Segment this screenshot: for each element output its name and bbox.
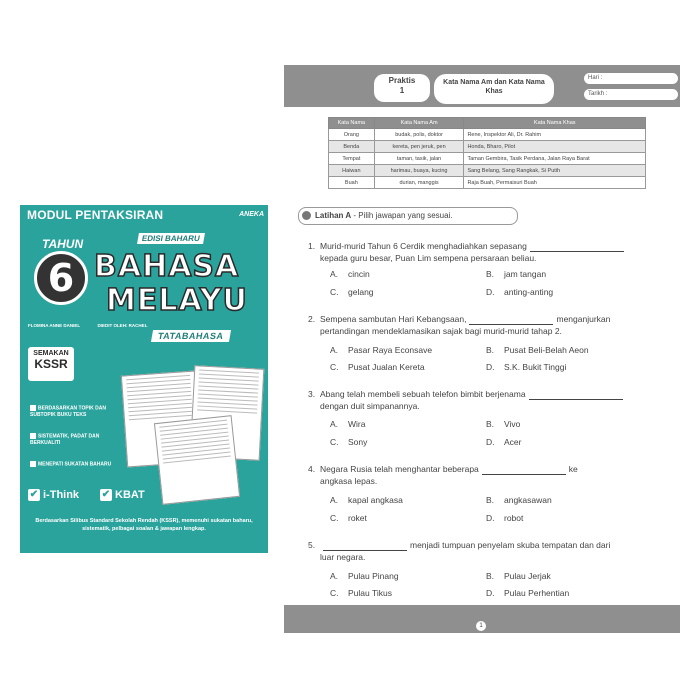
question-4: 4. Negara Rusia telah menghantar beberapa ke angkasa lepas. — [308, 464, 578, 486]
semakan-label: SEMAKAN — [33, 350, 69, 357]
option[interactable]: D. robot — [486, 513, 524, 523]
worksheet-page — [284, 65, 680, 633]
option[interactable]: A. Pulau Pinang — [330, 571, 399, 581]
option[interactable]: B. Pulau Jerjak — [486, 571, 551, 581]
editor-name: DIEDIT OLEH: RACHEL — [97, 323, 148, 328]
option[interactable]: A. Pasar Raya Econsave — [330, 345, 433, 355]
option[interactable]: B. jam tangan — [486, 269, 547, 279]
answer-blank — [530, 243, 624, 252]
option[interactable]: C. Pusat Jualan Kereta — [330, 362, 425, 372]
bullet-icon — [30, 405, 36, 411]
hari-field: Hari : — [584, 73, 678, 84]
option[interactable]: C. roket — [330, 513, 367, 523]
question-5: 5. menjadi tumpuan penyelam skuba tempatan dan dari luar negara. — [308, 540, 611, 562]
publisher-logo: ANEKA — [239, 211, 264, 218]
answer-blank — [323, 542, 407, 551]
check-icon: ✔ — [29, 489, 39, 501]
check-icon: ✔ — [101, 489, 111, 501]
bullet-icon — [30, 433, 36, 439]
question-1: 1. Murid-murid Tahun 6 Cerdik menghadiahkan sepasang kepada guru besar, Puan Lim sempena persaraan beliau. — [308, 240, 668, 264]
option[interactable]: B. Pusat Beli-Belah Aeon — [486, 345, 589, 355]
question-3: 3. Abang telah membeli sebuah telefon bimbit berjenama dengan duit simpanannya. — [308, 388, 668, 412]
option[interactable]: C. Sony — [330, 437, 368, 447]
ithink-badge: ✔ i-Think — [29, 489, 80, 501]
worksheet-header-banner — [284, 65, 680, 107]
feature-item: BERDASARKAN TOPIK DAN SUBTOPIK BUKU TEKS — [30, 405, 106, 419]
option[interactable]: D. Acer — [486, 437, 522, 447]
edition-label: EDISI BAHARU — [137, 233, 205, 244]
cover-title-line1: BAHASA — [94, 249, 240, 284]
option[interactable]: C. gelang — [330, 287, 374, 297]
table-header: Kata Nama — [329, 118, 375, 129]
author-name: FLOMINA ANNE DANIEL — [28, 323, 81, 328]
table-row: Orang budak, polis, doktor Rene, Inspektor Ali, Dr. Rahim — [329, 129, 646, 141]
topic-title: Kata Nama Am dan Kata Nama Khas — [434, 74, 554, 104]
option[interactable]: B. angkasawan — [486, 495, 552, 505]
option[interactable]: A. cincin — [330, 269, 370, 279]
option[interactable]: C. Pulau Tikus — [330, 588, 392, 598]
option[interactable]: A. Wira — [330, 419, 366, 429]
table-row: Haiwan harimau, buaya, kucing Sang Belang, Sang Rangkak, Si Putih — [329, 165, 646, 177]
table-header: Kata Nama Am — [374, 118, 464, 129]
kssr-label: KSSR — [34, 357, 68, 371]
answer-blank — [529, 391, 623, 400]
tahun-label: TAHUN — [42, 237, 84, 251]
book-cover — [20, 205, 268, 553]
option[interactable]: D. Pulau Perhentian — [486, 588, 570, 598]
page-number: 1 — [476, 621, 486, 631]
kbat-badge: ✔ KBAT — [101, 489, 145, 501]
tarikh-field: Tarikh : — [584, 89, 678, 100]
semakan-badge — [28, 347, 74, 381]
table-row: Tempat taman, tasik, jalan Taman Gembira, Tasik Perdana, Jalan Raya Barat — [329, 153, 646, 165]
worksheet-footer-banner — [284, 605, 680, 633]
answer-blank — [469, 316, 553, 325]
subject-label: TATABAHASA — [151, 330, 231, 342]
author-line — [28, 323, 228, 328]
question-2: 2. Sempena sambutan Hari Kebangsaan, menganjurkan pertandingan mendeklamasikan sajak bagi murid-murid tahap 2. — [308, 314, 611, 336]
cover-description: Berdasarkan Silibus Standard Sekolah Rendah (KSSR), memenuhi sukatan baharu, sistematik, pelbagai soalan & jawapan lengkap. — [35, 518, 253, 532]
noun-table — [328, 117, 646, 189]
option[interactable]: D. anting-anting — [486, 287, 554, 297]
bullet-icon — [30, 461, 36, 467]
option[interactable]: A. kapal angkasa — [330, 495, 403, 505]
feature-item: SISTEMATIK, PADAT DAN BERKUALITI — [30, 433, 100, 447]
series-title: MODUL PENTAKSIRAN — [27, 208, 164, 222]
praktis-label: Praktis 1 — [374, 74, 430, 102]
feature-item: MENEPATI SUKATAN BAHARU — [30, 461, 122, 468]
year-number: 6 — [34, 251, 88, 305]
option[interactable]: D. S.K. Bukit Tinggi — [486, 362, 567, 372]
option[interactable]: B. Vivo — [486, 419, 521, 429]
table-header: Kata Nama Khas — [464, 118, 646, 129]
table-row: Buah durian, manggis Raja Buah, Permaisuri Buah — [329, 177, 646, 189]
sample-page-thumbnail — [154, 415, 240, 505]
table-row: Benda kereta, pen jeruk, pen Honda, Bharo, Pilot — [329, 141, 646, 153]
latihan-heading: Latihan A - Pilih jawapan yang sesuai. — [298, 207, 518, 225]
pencil-icon — [302, 211, 311, 220]
cover-title-line2: MELAYU — [106, 283, 248, 318]
answer-blank — [482, 466, 566, 475]
